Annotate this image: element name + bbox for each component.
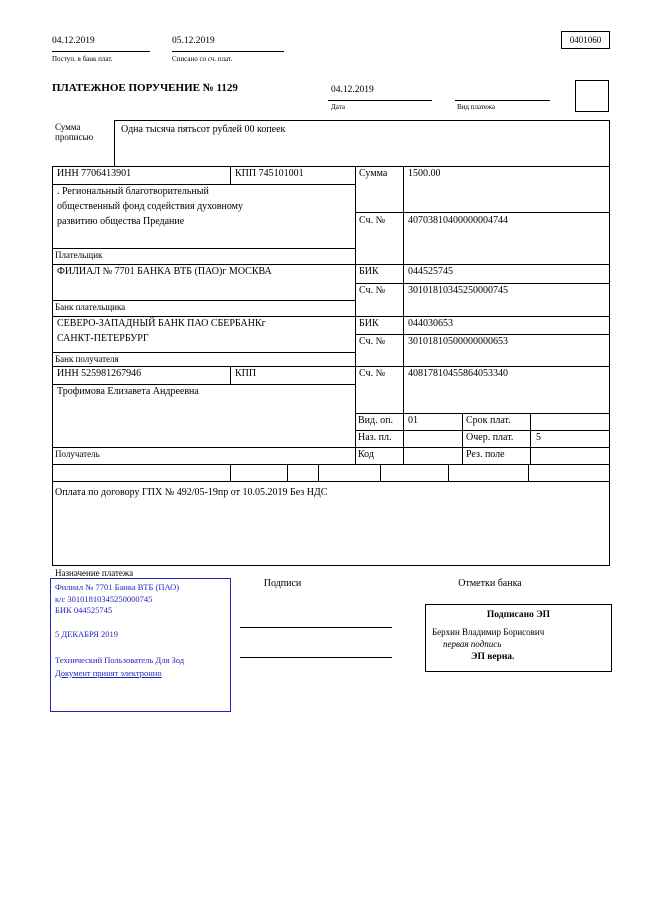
grid-line bbox=[318, 464, 319, 481]
amount-words: Одна тысяча пятьсот рублей 00 копеек bbox=[121, 124, 286, 135]
payer-section-label: Плательщик bbox=[55, 250, 103, 260]
payer-name-line-1: . Региональный благотворительный bbox=[57, 186, 209, 197]
grid-line bbox=[355, 166, 356, 464]
payment-type-label: Вид платежа bbox=[457, 103, 496, 111]
payer-name-line-3: развитию общества Предание bbox=[57, 216, 185, 227]
grid-line bbox=[52, 481, 610, 482]
debited-date: 05.12.2019 bbox=[172, 36, 215, 46]
sum-value: 1500.00 bbox=[408, 168, 441, 179]
code-label: Код bbox=[358, 449, 374, 460]
debited-date-underline bbox=[172, 51, 284, 52]
beneficiary-bank-section-label: Банк получателя bbox=[55, 354, 119, 364]
grid-line bbox=[355, 413, 610, 414]
payer-bank-account: 30101810345250000745 bbox=[408, 285, 508, 296]
beneficiary-section-label: Получатель bbox=[55, 449, 100, 459]
due-date-label: Срок плат. bbox=[466, 415, 511, 426]
date-underline bbox=[328, 100, 432, 101]
grid-line bbox=[52, 166, 610, 167]
purpose-code-label: Наз. пл. bbox=[358, 432, 392, 443]
grid-line bbox=[52, 316, 610, 317]
grid-line bbox=[355, 430, 610, 431]
stamp-line-5: Технический Пользователь Для Зод bbox=[55, 655, 185, 665]
payer-bank-name: ФИЛИАЛ № 7701 БАНКА ВТБ (ПАО)г МОСКВА bbox=[57, 266, 272, 277]
grid-line bbox=[355, 283, 610, 284]
beneficiary-bank-name-line-1: СЕВЕРО-ЗАПАДНЫЙ БАНК ПАО СБЕРБАНКг bbox=[57, 318, 266, 329]
signature-line-2 bbox=[240, 657, 392, 658]
payer-inn: ИНН 7706413901 bbox=[57, 168, 132, 179]
priority-label: Очер. плат. bbox=[466, 432, 514, 443]
document-title: ПЛАТЕЖНОЕ ПОРУЧЕНИЕ № 1129 bbox=[52, 82, 238, 94]
sum-label: Сумма bbox=[359, 168, 388, 179]
grid-line bbox=[52, 300, 355, 301]
bank-marks-box bbox=[425, 604, 612, 672]
form-code: 0401060 bbox=[569, 35, 602, 45]
grid-line bbox=[52, 565, 610, 566]
date-label: Дата bbox=[331, 103, 345, 111]
payer-bank-bik: 044525745 bbox=[408, 266, 453, 277]
eds-verified: ЭП верна. bbox=[471, 652, 515, 662]
beneficiary-inn: ИНН 525981267946 bbox=[57, 368, 142, 379]
bank-marks-title: Отметки банка bbox=[458, 578, 522, 589]
signature-line-1 bbox=[240, 627, 392, 628]
grid-line bbox=[52, 384, 355, 385]
eds-signed-title: Подписано ЭП bbox=[486, 610, 551, 620]
grid-line bbox=[287, 464, 288, 481]
purpose-label: Назначение платежа bbox=[55, 568, 134, 578]
amount-words-label: Сумма прописью bbox=[55, 122, 94, 142]
stamp-line-1: Филиал № 7701 Банка ВТБ (ПАО) bbox=[55, 582, 180, 592]
payment-type-underline bbox=[455, 100, 550, 101]
purpose-text: Оплата по договору ГПХ № 492/05-19пр от 10.05.2019 Без НДС bbox=[55, 487, 328, 498]
beneficiary-bank-account: 30101810500000000653 bbox=[408, 336, 508, 347]
grid-line bbox=[52, 366, 610, 367]
stamp-line-4: 5 ДЕКАБРЯ 2019 bbox=[55, 628, 119, 639]
grid-line bbox=[230, 366, 231, 384]
stamp-line-3: БИК 044525745 bbox=[55, 605, 113, 615]
document-date: 04.12.2019 bbox=[331, 85, 374, 95]
received-date-label: Поступ. в банк плат. bbox=[52, 55, 113, 63]
eds-signer: Берхин Владимир Борисович bbox=[432, 627, 545, 637]
grid-line bbox=[52, 184, 355, 185]
eds-signature-kind: первая подпись bbox=[443, 639, 502, 649]
bank-stamp bbox=[50, 578, 231, 712]
reserve-field-label: Рез. поле bbox=[466, 449, 505, 460]
debited-date-label: Списано со сч. плат. bbox=[172, 55, 233, 63]
payer-kpp: КПП 745101001 bbox=[235, 168, 304, 179]
grid-line bbox=[52, 264, 610, 265]
grid-line bbox=[230, 166, 231, 184]
payer-account-label: Сч. № bbox=[359, 215, 386, 226]
signatures-title: Подписи bbox=[263, 578, 302, 589]
beneficiary-bank-account-label: Сч. № bbox=[359, 336, 386, 347]
grid-line bbox=[355, 212, 610, 213]
received-date-underline bbox=[52, 51, 150, 52]
grid-line bbox=[355, 334, 610, 335]
grid-line bbox=[230, 464, 231, 481]
op-type-value: 01 bbox=[408, 415, 418, 426]
grid-line bbox=[403, 166, 404, 464]
payer-bank-account-label: Сч. № bbox=[359, 285, 386, 296]
grid-line bbox=[52, 352, 355, 353]
grid-line bbox=[52, 248, 355, 249]
priority-value: 5 bbox=[536, 432, 541, 443]
beneficiary-bank-name-line-2: САНКТ-ПЕТЕРБУРГ bbox=[57, 333, 149, 344]
payer-account: 40703810400000004744 bbox=[408, 215, 508, 226]
grid-line bbox=[609, 166, 610, 566]
form-code-box bbox=[561, 31, 610, 49]
payer-bank-section-label: Банк плательщика bbox=[55, 302, 126, 312]
grid-line bbox=[462, 413, 463, 464]
grid-line bbox=[530, 413, 531, 464]
grid-line bbox=[528, 464, 529, 481]
payer-bank-bik-label: БИК bbox=[359, 266, 379, 277]
beneficiary-bank-bik-label: БИК bbox=[359, 318, 379, 329]
amount-words-cell bbox=[114, 120, 610, 166]
beneficiary-account-label: Сч. № bbox=[359, 368, 386, 379]
grid-line bbox=[380, 464, 381, 481]
grid-line bbox=[52, 464, 610, 465]
grid-line bbox=[448, 464, 449, 481]
received-date: 04.12.2019 bbox=[52, 36, 95, 46]
beneficiary-name: Трофимова Елизавета Андреевна bbox=[57, 386, 199, 397]
beneficiary-kpp-label: КПП bbox=[235, 368, 257, 379]
beneficiary-account: 40817810455864053340 bbox=[408, 368, 508, 379]
stamp-line-6: Документ принят электронно bbox=[55, 667, 162, 678]
grid-line bbox=[52, 447, 610, 448]
grid-line bbox=[52, 166, 53, 566]
stamp-line-2: к/с 30101810345250000745 bbox=[55, 593, 153, 604]
beneficiary-bank-bik: 044030653 bbox=[408, 318, 453, 329]
op-type-label: Вид. оп. bbox=[358, 415, 393, 426]
payer-name-line-2: общественный фонд содействия духовному bbox=[57, 201, 244, 212]
payment-type-box bbox=[575, 80, 609, 112]
